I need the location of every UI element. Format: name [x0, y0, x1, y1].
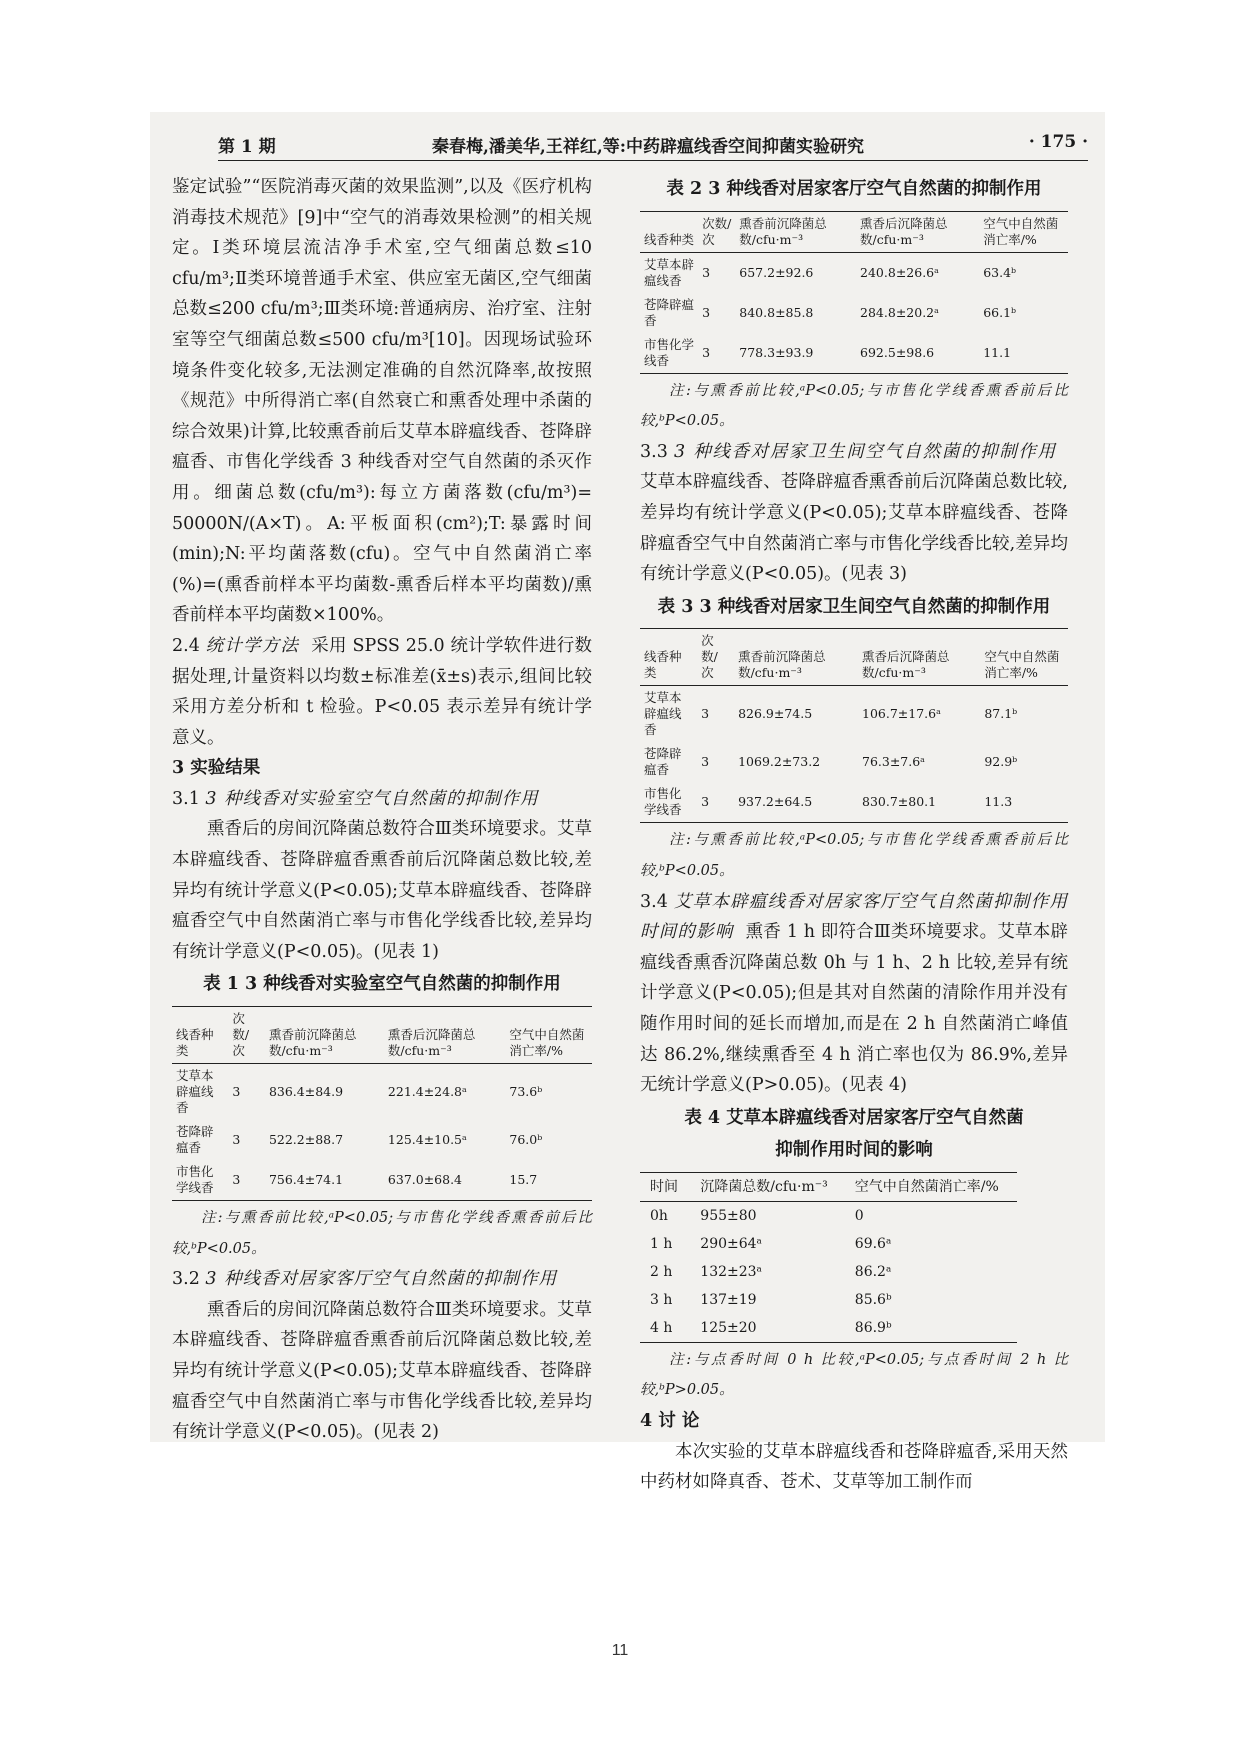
table-cell: 苍降辟瘟香 [644, 296, 695, 328]
section-3-3 [640, 437, 1068, 590]
table-cell: 3 h [650, 1291, 673, 1308]
section-3-2 [172, 1264, 592, 1295]
table-1 [172, 969, 592, 1264]
table-header: 沉降菌总数/cfu·m⁻³ [700, 1178, 828, 1195]
table-header: 熏香后沉降菌总数/cfu·m⁻³ [862, 649, 950, 681]
table-cell: 15.7 [509, 1172, 538, 1188]
table-caption: 表 3 3 种线香对居家卫生间空气自然菌的抑制作用 [657, 596, 1051, 617]
section-4-text: 本次实验的艾草本辟瘟线香和苍降辟瘟香,采用天然中药材如降真香、苍术、艾草等加工制作而 [640, 1441, 1068, 1493]
right-column [640, 172, 1068, 1498]
section-3-1-text: 熏香后的房间沉降菌总数符合Ⅲ类环境要求。艾草本辟瘟线香、苍降辟瘟香熏香前后沉降菌总数比较,差异均有统计学意义(P<0.05);艾草本辟瘟线香、苍降辟瘟香空气中自然菌消亡率与市售化学线香比较,差异均有统计学意义(P<0.05)。(见表 1) [172, 819, 592, 962]
table-cell: 3 [232, 1084, 241, 1100]
table-cell: 0h [650, 1207, 668, 1224]
section-number: 3.2 [172, 1269, 200, 1290]
table-cell: 2 h [650, 1263, 673, 1280]
table-3 [640, 592, 1068, 887]
table-row [640, 1286, 1017, 1314]
table-note: 注:与熏香前比较,ᵃP<0.05;与市售化学线香熏香前后比较,ᵇP<0.05。 [640, 382, 1068, 430]
table-cell: 3 [232, 1132, 241, 1148]
table-header: 空气中自然菌消亡率/% [983, 215, 1059, 247]
table-cell: 艾草本辟瘟线香 [644, 256, 695, 288]
header-rule [218, 160, 1088, 161]
left-column [172, 172, 592, 1448]
table-header: 次数/次 [701, 633, 718, 681]
table-note: 注:与熏香前比较,ᵃP<0.05;与市售化学线香熏香前后比较,ᵇP<0.05。 [172, 1210, 592, 1257]
table-cell: 艾草本辟瘟线香 [644, 690, 682, 738]
section-text: 艾草本辟瘟线香、苍降辟瘟香熏香前后沉降菌总数比较,差异均有统计学意义(P<0.05);艾草本辟瘟线香、苍降辟瘟香空气中自然菌消亡率与市售化学线香比较,差异均有统计学意义(P<0.05)。(见表 3) [640, 472, 1068, 585]
table-cell: 1 h [650, 1235, 673, 1252]
table-row [640, 1258, 1017, 1286]
table-header: 空气中自然菌消亡率/% [509, 1027, 585, 1059]
table-cell: 85.6ᵇ [854, 1291, 892, 1308]
table-cell: 3 [701, 706, 710, 722]
table-cell: 3 [702, 344, 711, 360]
table-row [640, 742, 1068, 782]
section-4-heading: 4 讨 论 [640, 1411, 700, 1432]
section-2-4 [172, 631, 592, 753]
table-cell: 125±20 [700, 1319, 757, 1336]
table-row [640, 782, 1068, 823]
table-cell: 92.9ᵇ [984, 754, 1018, 770]
table-row [172, 1064, 592, 1121]
table-cell: 137±19 [700, 1291, 757, 1308]
table-cell: 4 h [650, 1319, 673, 1336]
table-cell: 3 [702, 304, 711, 320]
table-cell: 657.2±92.6 [739, 264, 814, 280]
table-row [640, 1230, 1017, 1258]
table-cell: 125.4±10.5ᵃ [387, 1132, 467, 1148]
table-cell: 市售化学线香 [644, 336, 695, 368]
table-row [640, 293, 1068, 333]
section-3-2-text: 熏香后的房间沉降菌总数符合Ⅲ类环境要求。艾草本辟瘟线香、苍降辟瘟香熏香前后沉降菌总数比较,差异均有统计学意义(P<0.05);艾草本辟瘟线香、苍降辟瘟香空气中自然菌消亡率与市售化学线香比较,差异均有统计学意义(P<0.05)。(见表 2) [172, 1299, 592, 1443]
table-cell: 73.6ᵇ [509, 1084, 543, 1100]
table-header: 空气中自然菌消亡率/% [984, 649, 1060, 681]
table-cell: 132±23ᵃ [700, 1263, 762, 1280]
table-header: 次数/次 [702, 215, 732, 247]
table-2 [640, 174, 1068, 437]
table-cell: 3 [701, 754, 710, 770]
table-header: 熏香后沉降菌总数/cfu·m⁻³ [387, 1027, 476, 1059]
table-header: 次数/次 [232, 1011, 250, 1059]
table-row [640, 1314, 1017, 1343]
table-cell: 522.2±88.7 [268, 1132, 344, 1148]
table-header: 时间 [650, 1178, 678, 1195]
table-caption: 表 2 3 种线香对居家客厅空气自然菌的抑制作用 [666, 179, 1042, 199]
section-text: 熏香 1 h 即符合Ⅲ类环境要求。艾草本辟瘟线香熏香沉降菌总数 0h 与 1 h、2 h 比较,差异有统计学意义(P<0.05);但是其对自然菌的清除作用并没有随作用时间的延长而增加,而是在 2 h 自然菌消亡峰值达 86.2%,继续熏香至 4 h 消亡率也仅为 86.9%,差异无统计学意义(P>0.05)。(见表 4) [640, 922, 1068, 1096]
table-cell: 221.4±24.8ᵃ [387, 1084, 467, 1100]
table-cell: 756.4±74.1 [268, 1172, 344, 1188]
table-cell: 艾草本辟瘟线香 [176, 1068, 214, 1116]
section-3-4 [640, 887, 1068, 1101]
table-cell: 63.4ᵇ [983, 264, 1017, 280]
table-header: 熏香前沉降菌总数/cfu·m⁻³ [738, 649, 826, 681]
section-text: 采用 SPSS 25.0 统计学软件进行数据处理,计量资料以均数±标准差(x̄±s)表示,组间比较采用方差分析和 t 检验。P<0.05 表示差异有统计学意义。 [172, 635, 592, 748]
table-row [172, 1160, 592, 1201]
table-cell: 76.3±7.6ᵃ [862, 754, 926, 770]
table-header: 空气中自然菌消亡率/% [854, 1178, 999, 1195]
table-caption-line-2: 抑制作用时间的影响 [775, 1140, 933, 1161]
table-cell: 11.3 [984, 794, 1013, 810]
table-header: 线香种类 [644, 231, 695, 247]
section-title: 3 种线香对实验室空气自然菌的抑制作用 [205, 788, 539, 809]
section-title: 3 种线香对居家卫生间空气自然菌的抑制作用 [674, 441, 1056, 462]
table-cell: 苍降辟瘟香 [176, 1124, 214, 1156]
issue-label: 第 1 期 [218, 137, 276, 157]
table-row [640, 333, 1068, 374]
section-title: 艾草本辟瘟线香对居家客厅空气自然菌抑制作用时间的影响 [640, 891, 1068, 943]
table-cell: 106.7±17.6ᵃ [862, 706, 941, 722]
table-cell: 937.2±64.5 [738, 794, 813, 810]
table-cell: 3 [232, 1172, 241, 1188]
section-3-heading: 3 实验结果 [172, 758, 261, 779]
running-title: 秦春梅,潘美华,王祥红,等:中药辟瘟线香空间抑菌实验研究 [432, 137, 865, 157]
table-header: 线香种类 [176, 1027, 214, 1059]
table-cell: 1069.2±73.2 [738, 754, 821, 770]
table-header: 熏香后沉降菌总数/cfu·m⁻³ [860, 215, 948, 247]
table-cell: 市售化学线香 [644, 786, 682, 818]
table-cell: 3 [701, 794, 710, 810]
table-cell: 778.3±93.9 [739, 344, 814, 360]
table-cell: 692.5±98.6 [860, 344, 935, 360]
table-cell: 290±64ᵃ [700, 1235, 762, 1252]
table-cell: 955±80 [700, 1207, 757, 1224]
table-cell: 69.6ᵃ [854, 1235, 892, 1252]
table-cell: 0 [854, 1207, 864, 1224]
table-cell: 240.8±26.6ᵃ [860, 264, 939, 280]
section-number: 3.4 [640, 891, 668, 912]
table-header: 线香种类 [644, 649, 682, 681]
page-footer-number: 11 [611, 1642, 629, 1659]
section-number: 2.4 [172, 635, 200, 656]
table-cell: 66.1ᵇ [983, 304, 1017, 320]
table-row [640, 686, 1068, 743]
table-header: 熏香前沉降菌总数/cfu·m⁻³ [739, 215, 827, 247]
running-header [218, 128, 1088, 160]
table-cell: 284.8±20.2ᵃ [860, 304, 939, 320]
paragraph-methods-continued: 鉴定试验”“医院消毒灭菌的效果监测”,以及《医疗机构消毒技术规范》[9]中“空气的消毒效果检测”的相关规定。Ⅰ类环境层流洁净手术室,空气细菌总数≤10 cfu/m³;Ⅱ类环境普通手术室、供应室无菌区,空气细菌总数≤200 cfu/m³;Ⅲ类环境:普通病房、治疗室、注射室等空气细菌总数≤500 cfu/m³[10]。因现场试验环境条件变化较多,无法测定准确的自然沉降率,故按照《规范》中所得消亡率(自然衰亡和熏香处理中杀菌的综合效果)计算,比较熏香前后艾草本辟瘟线香、苍降辟瘟香、市售化学线香 3 种线香对空气自然菌的杀灭作用。细菌总数(cfu/m³):每立方菌落数(cfu/m³)= 50000N/(A×T)。A:平板面积(cm²);T:暴露时间(min);N:平均菌落数(cfu)。空气中自然菌消亡率(%)=(熏香前样本平均菌数-熏香后样本平均菌数)/熏香前样本平均菌数×100%。 [172, 177, 592, 626]
table-cell: 87.1ᵇ [984, 706, 1018, 722]
table-caption: 表 4 艾草本辟瘟线香对居家客厅空气自然菌 [684, 1107, 1024, 1128]
journal-page-number: · 175 · [1028, 132, 1088, 152]
section-number: 3.1 [172, 788, 200, 809]
table-cell: 637.0±68.4 [387, 1172, 463, 1188]
section-title: 统计学方法 [205, 635, 300, 656]
table-caption: 表 1 3 种线香对实验室空气自然菌的抑制作用 [203, 974, 561, 995]
table-cell: 840.8±85.8 [739, 304, 814, 320]
table-row [172, 1120, 592, 1160]
table-header: 熏香前沉降菌总数/cfu·m⁻³ [268, 1027, 357, 1059]
table-cell: 11.1 [983, 344, 1012, 360]
table-cell: 市售化学线香 [176, 1164, 214, 1196]
table-cell: 830.7±80.1 [862, 794, 937, 810]
table-4 [640, 1103, 1068, 1406]
table-row [640, 1201, 1017, 1230]
table-cell: 3 [702, 264, 711, 280]
table-cell: 76.0ᵇ [509, 1132, 543, 1148]
table-cell: 826.9±74.5 [738, 706, 813, 722]
section-3-1 [172, 784, 592, 815]
table-note: 注:与熏香前比较,ᵃP<0.05;与市售化学线香熏香前后比较,ᵇP<0.05。 [640, 832, 1068, 879]
table-cell: 86.9ᵇ [854, 1319, 892, 1336]
section-title: 3 种线香对居家客厅空气自然菌的抑制作用 [205, 1269, 558, 1290]
table-cell: 836.4±84.9 [268, 1084, 344, 1100]
table-note: 注:与点香时间 0 h 比较,ᵃP<0.05;与点香时间 2 h 比较,ᵇP>0.05。 [640, 1351, 1068, 1399]
section-number: 3.3 [640, 441, 668, 462]
table-cell: 86.2ᵃ [854, 1263, 892, 1280]
table-cell: 苍降辟瘟香 [644, 746, 682, 778]
table-row [640, 252, 1068, 293]
